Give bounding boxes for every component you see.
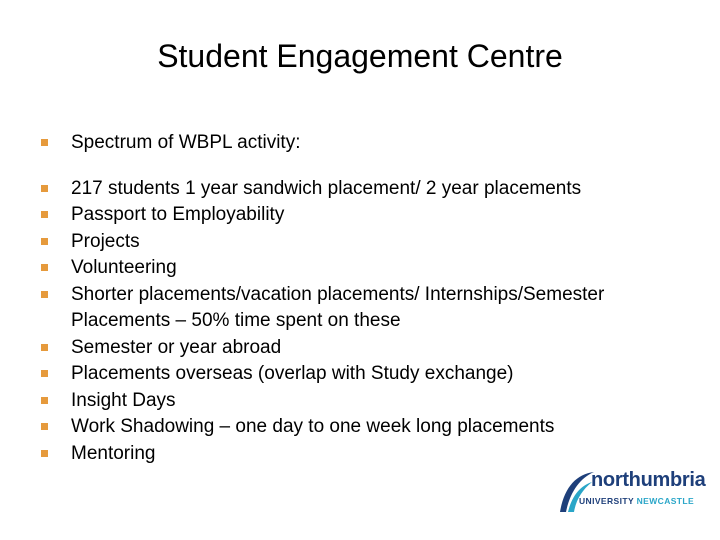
bullet-text: Volunteering xyxy=(71,257,177,278)
logo-city-text: NEWCASTLE xyxy=(636,496,695,506)
bullet-text: 217 students 1 year sandwich placement/ 2 year placements xyxy=(71,177,582,199)
bullet-item xyxy=(36,176,686,203)
northumbria-logo xyxy=(558,466,706,522)
slide-title: Student Engagement Centre xyxy=(157,38,563,74)
square-bullet-icon xyxy=(41,291,48,298)
square-bullet-icon xyxy=(41,450,48,457)
square-bullet-icon xyxy=(41,370,48,377)
bullet-text: Shorter placements/vacation placements/ Internships/Semester Placements – 50% time spent on these xyxy=(71,283,605,331)
bullet-text: Semester or year abroad xyxy=(71,336,282,358)
bullet-item xyxy=(36,361,686,388)
bullet-item xyxy=(36,229,686,256)
square-bullet-icon xyxy=(41,423,48,430)
bullet-item xyxy=(36,441,686,468)
bullet-item xyxy=(36,202,686,229)
bullet-item xyxy=(36,130,686,157)
bullet-item xyxy=(36,335,686,362)
bullet-text: Work Shadowing – one day to one week long placements xyxy=(71,416,555,437)
logo-subtitle xyxy=(579,496,694,506)
bullet-item xyxy=(36,255,686,282)
square-bullet-icon xyxy=(41,139,48,146)
bullet-text: Spectrum of WBPL activity: xyxy=(71,132,301,153)
logo-university-text: UNIVERSITY xyxy=(579,496,634,506)
bullet-item xyxy=(36,388,686,415)
bullet-text: Mentoring xyxy=(71,442,156,464)
square-bullet-icon xyxy=(41,211,48,218)
bullet-item xyxy=(36,282,686,335)
logo-wordmark: northumbria xyxy=(591,469,706,491)
square-bullet-icon xyxy=(41,185,48,192)
bullet-text: Projects xyxy=(71,230,140,252)
bullet-list xyxy=(36,130,686,467)
bullet-text: Passport to Employability xyxy=(71,204,285,225)
bullet-text: Insight Days xyxy=(71,389,176,411)
square-bullet-icon xyxy=(41,397,48,404)
square-bullet-icon xyxy=(41,264,48,271)
bullet-text: Placements overseas (overlap with Study exchange) xyxy=(71,363,514,384)
square-bullet-icon xyxy=(41,238,48,245)
bullet-item xyxy=(36,414,686,441)
square-bullet-icon xyxy=(41,344,48,351)
